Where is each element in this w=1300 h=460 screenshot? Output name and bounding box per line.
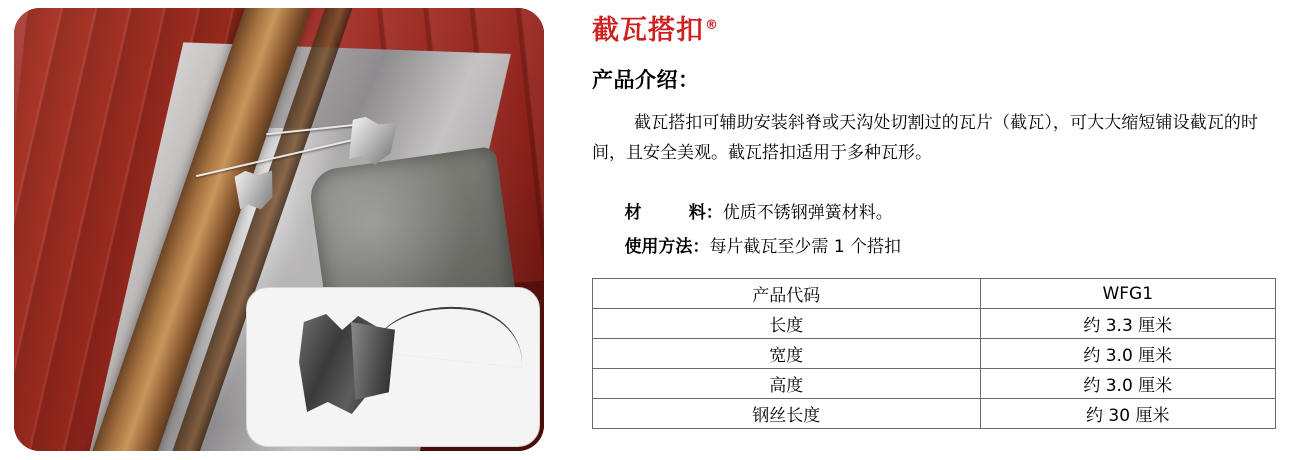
table-row [593, 339, 1276, 369]
inset-product-photo [246, 287, 540, 447]
inset-clip-wire [373, 298, 528, 367]
specification-table [592, 278, 1276, 429]
inset-clip-tab [351, 322, 395, 400]
spec-key: 长度 [593, 309, 981, 339]
section-heading-intro: 产品介绍： [592, 68, 700, 92]
registered-mark-icon: ® [705, 18, 719, 33]
material-label: 材 料： [624, 203, 723, 223]
product-title-text: 截瓦搭扣 [592, 15, 704, 46]
product-info-column [592, 0, 1282, 460]
specification-table-body [593, 279, 1276, 429]
main-product-photo [14, 8, 544, 451]
spec-value: 约 3.0 厘米 [980, 339, 1276, 369]
spec-key: 钢丝长度 [593, 399, 981, 429]
table-row [593, 399, 1276, 429]
product-title [592, 8, 719, 47]
spec-key: 产品代码 [593, 279, 981, 309]
table-row [593, 279, 1276, 309]
spec-value: WFG1 [980, 279, 1276, 309]
product-description: 截瓦搭扣可辅助安装斜脊或天沟处切割过的瓦片（截瓦），可大大缩短铺设截瓦的时间，且安全美观。截瓦搭扣适用于多种瓦形。 [592, 113, 1258, 163]
spec-value: 约 3.3 厘米 [980, 309, 1276, 339]
spec-value: 约 3.0 厘米 [980, 369, 1276, 399]
table-row [593, 309, 1276, 339]
table-row [593, 369, 1276, 399]
spec-value: 约 30 厘米 [980, 399, 1276, 429]
usage-line [592, 212, 901, 277]
usage-value: 每片截瓦至少需 1 个搭扣 [709, 237, 902, 257]
usage-label: 使用方法： [624, 237, 710, 257]
spec-key: 宽度 [593, 339, 981, 369]
material-value: 优质不锈钢弹簧材料。 [722, 203, 893, 223]
spec-key: 高度 [593, 369, 981, 399]
